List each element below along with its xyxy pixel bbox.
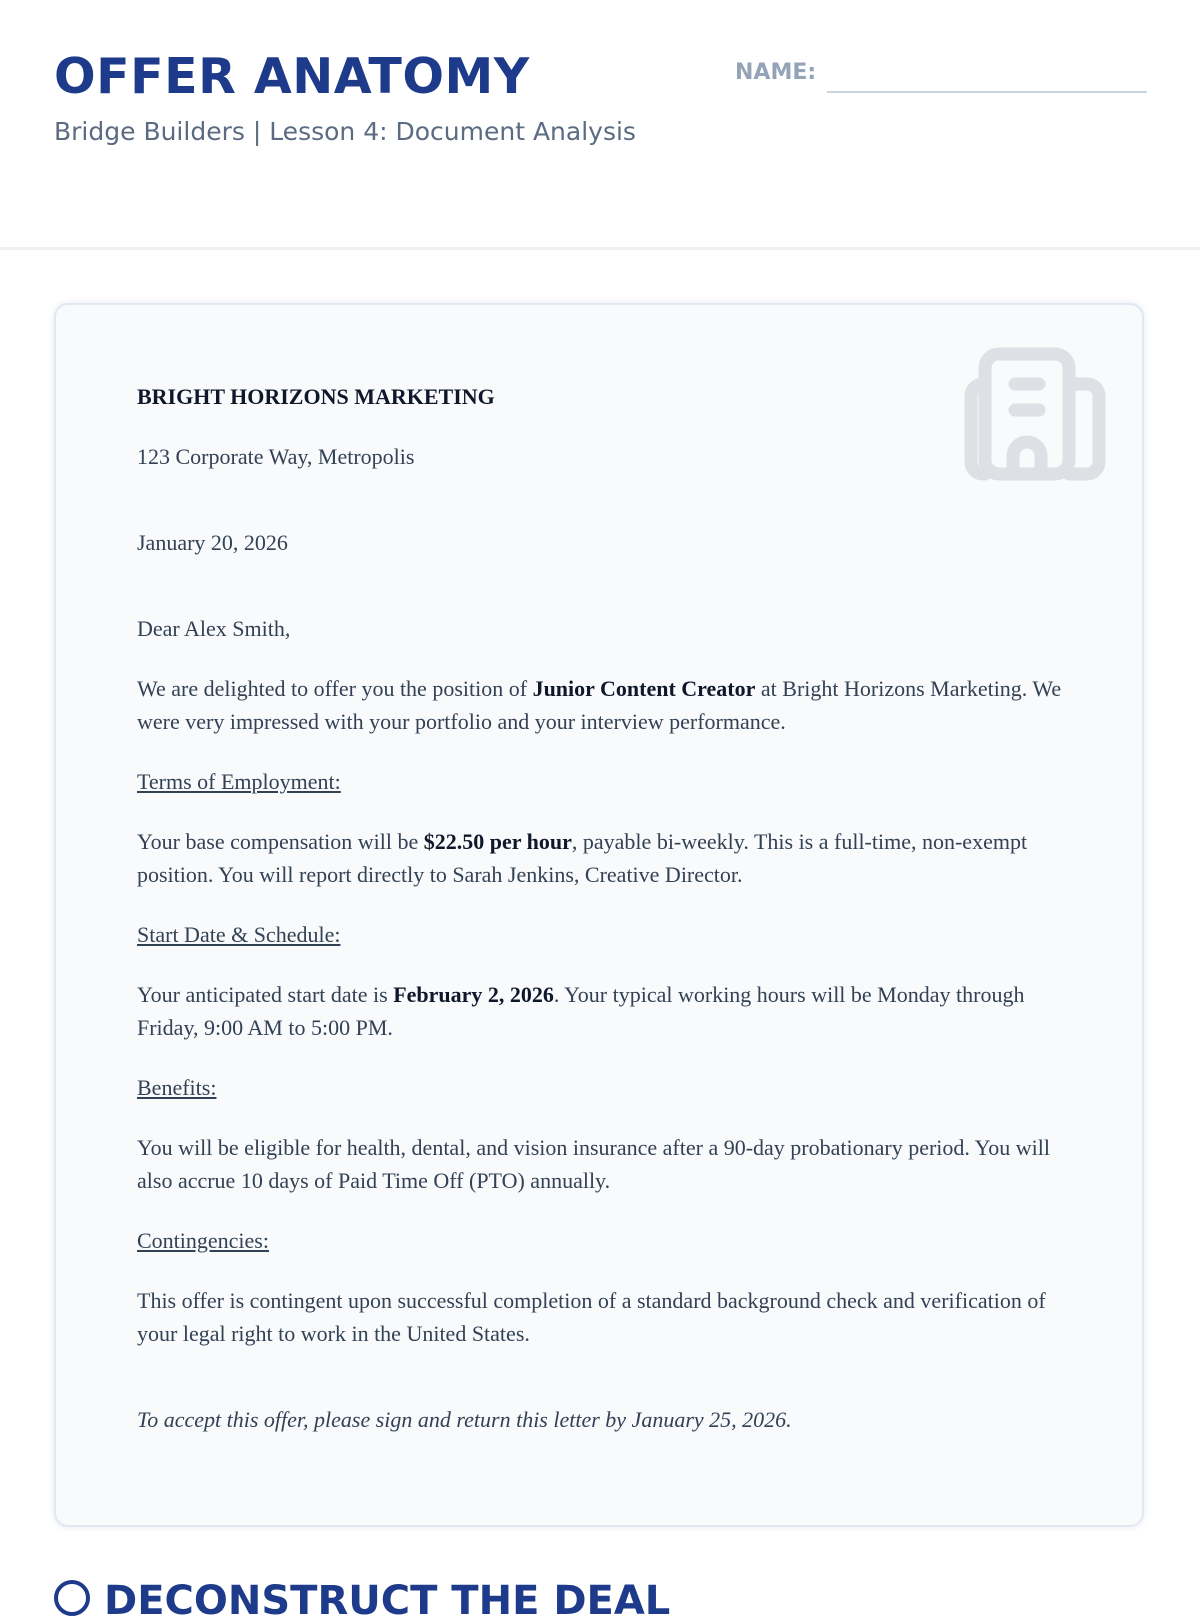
- pay-rate: $22.50 per hour: [423, 829, 572, 854]
- letter-date: January 20, 2026: [137, 530, 288, 555]
- terms-text: Your base compensation will be: [137, 829, 424, 854]
- closing-line: To accept this offer, please sign and return this letter by January 25, 2026.: [137, 1407, 792, 1432]
- page-subtitle: Bridge Builders | Lesson 4: Document Analysis: [54, 117, 636, 146]
- start-date: February 2, 2026: [393, 982, 554, 1007]
- schedule-paragraph: [137, 978, 1077, 1044]
- company-name: BRIGHT HORIZONS MARKETING: [137, 384, 495, 409]
- intro-text: We are delighted to offer you the position of: [137, 676, 533, 701]
- schedule-text: Your anticipated start date is: [137, 982, 394, 1007]
- offer-letter: [137, 380, 1077, 1436]
- contingencies-paragraph: This offer is contingent upon successful completion of a standard background check and verification of your legal right to work in the United States.: [137, 1288, 1046, 1346]
- intro-paragraph: [137, 672, 1077, 738]
- name-field-line[interactable]: [827, 91, 1147, 93]
- benefits-paragraph: You will be eligible for health, dental, and vision insurance after a 90-day probationary period. You will also accrue 10 days of Paid Time Off (PTO) annually.: [137, 1135, 1051, 1193]
- page-header: [0, 0, 1200, 250]
- position-title: Junior Content Creator: [532, 676, 756, 701]
- page-title: OFFER ANATOMY: [54, 48, 530, 105]
- benefits-heading: Benefits:: [137, 1075, 217, 1100]
- next-section-heading: [54, 1578, 670, 1624]
- circle-icon: [54, 1580, 90, 1616]
- company-address: 123 Corporate Way, Metropolis: [137, 444, 415, 469]
- salutation: Dear Alex Smith,: [137, 616, 291, 641]
- schedule-text-end: . Your typical working hours will be Monday through Friday, 9:00 AM to 5:00 PM.: [137, 982, 1025, 1040]
- contingencies-heading: Contingencies:: [137, 1228, 269, 1253]
- intro-text-end: at Bright Horizons Marketing. We were very impressed with your portfolio and your interview performance.: [137, 676, 1062, 734]
- terms-paragraph: [137, 825, 1077, 891]
- name-label: NAME:: [735, 60, 817, 85]
- terms-text-end: , payable bi-weekly. This is a full-time, non-exempt position. You will report directly to Sarah Jenkins, Creative Director.: [137, 829, 1028, 887]
- terms-heading: Terms of Employment:: [137, 769, 341, 794]
- next-section-title: DECONSTRUCT THE DEAL: [104, 1578, 671, 1624]
- schedule-heading: Start Date & Schedule:: [137, 922, 341, 947]
